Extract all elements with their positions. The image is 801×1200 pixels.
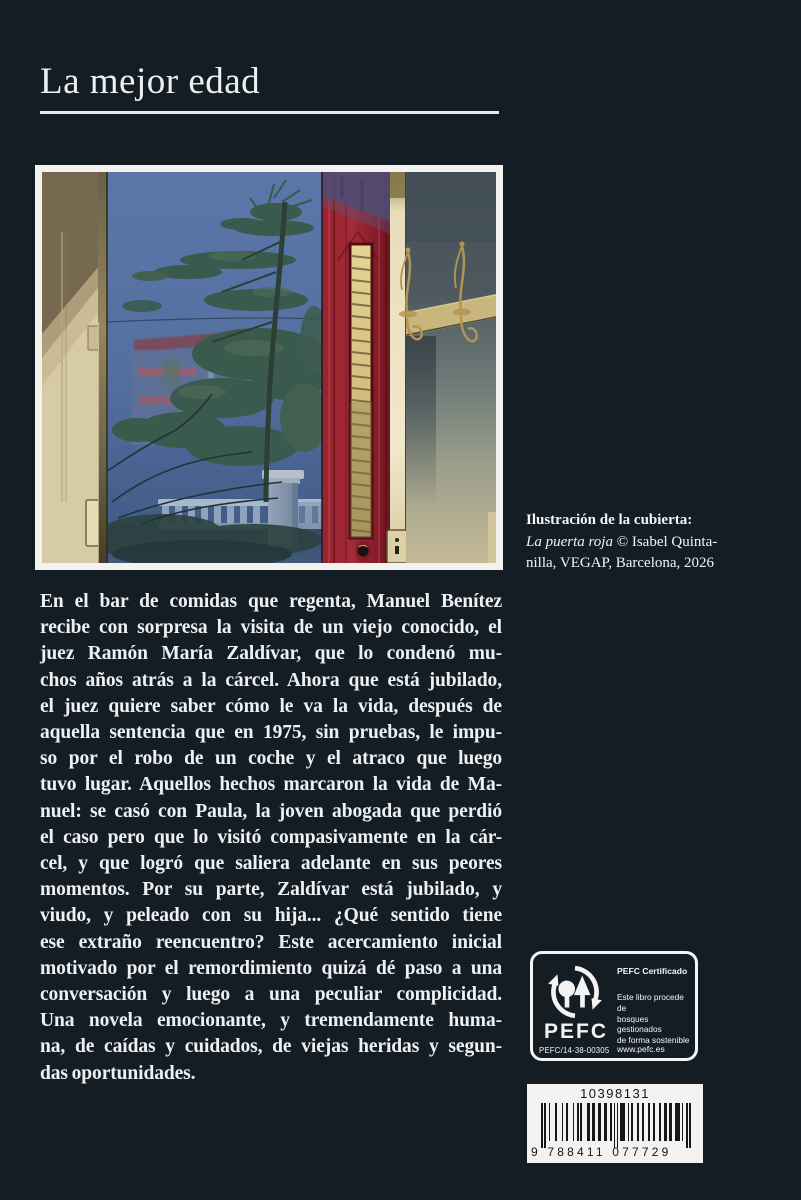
credit-line: nilla, VEGAP, Barcelona, 2026 xyxy=(526,555,715,571)
pefc-trees-icon xyxy=(544,963,606,1021)
synopsis-line: motivado por el remordimiento quizá dé paso a una xyxy=(40,957,502,979)
cover-credit xyxy=(526,510,776,575)
synopsis-line: juez Ramón María Zaldívar, que lo condenó mu- xyxy=(40,643,502,665)
pefc-body xyxy=(617,992,695,1046)
synopsis-line: nuel: se casó con Paula, la joven abogada que perdió xyxy=(40,800,502,822)
synopsis-line: das oportunidades. xyxy=(40,1062,196,1084)
pefc-body-line: bosques gestionados xyxy=(617,1013,662,1035)
synopsis-line: En el bar de comidas que regenta, Manuel Benítez xyxy=(40,591,502,612)
pefc-certification-box xyxy=(530,951,698,1061)
pefc-url: www.pefc.es xyxy=(617,1044,665,1054)
pefc-cert-code: PEFC/14-38-00305 xyxy=(539,1046,610,1055)
synopsis-line: tuvo lugar. Aquellos hechos marcaron la vida de Ma- xyxy=(40,774,502,796)
barcode-box xyxy=(527,1084,703,1163)
barcode-isbn-digits: 9 788411 077729 xyxy=(531,1145,672,1159)
synopsis-line: conversación y luego a una peculiar complicidad. xyxy=(40,984,502,1006)
synopsis-line: so por el robo de un coche y el atraco que luego xyxy=(40,748,502,770)
synopsis-line: momentos. Por su parte, Zaldívar está jubilado, y xyxy=(40,879,502,901)
synopsis-line: na, de caídas y cuidados, de viejas heridas y segun- xyxy=(40,1036,502,1058)
cover-artwork-red-door-painting xyxy=(42,172,496,563)
pefc-body-line: de forma sostenible xyxy=(617,1035,690,1046)
right-wall xyxy=(399,172,496,563)
barcode-top-number: 10398131 xyxy=(580,1086,650,1101)
credit-line: La puerta roja © Isabel Quinta- xyxy=(526,533,718,550)
title-rule xyxy=(40,111,499,114)
credit-heading: Ilustración de la cubierta: xyxy=(526,512,693,528)
synopsis-line: recibe con sorpresa la visita de un viejo conocido, el xyxy=(40,617,502,639)
left-wall xyxy=(42,172,108,563)
pefc-heading: PEFC Certificado xyxy=(617,966,688,976)
synopsis-line: aquella sentencia que en 1975, sin pruebas, le impu- xyxy=(40,722,502,744)
synopsis-line: el caso pero que lo visitó compasivamente en la cár- xyxy=(40,826,502,848)
synopsis-line: chos años atrás a la cárcel. Ahora que está jubilado, xyxy=(40,669,502,691)
door-jamb-strip xyxy=(387,172,407,563)
credit-work-title: La puerta roja xyxy=(526,533,613,550)
page-title: La mejor edad xyxy=(40,61,261,102)
barcode-bars xyxy=(541,1103,691,1149)
pefc-body-line: Este libro procede de xyxy=(617,992,684,1013)
cover-artwork-frame xyxy=(35,165,503,570)
red-door xyxy=(322,172,390,563)
synopsis-line: cel, y que logró que saliera adelante en sus peores xyxy=(40,853,502,875)
synopsis xyxy=(40,589,502,1087)
pefc-wordmark: PEFC xyxy=(544,1020,609,1043)
synopsis-line: Una novela emocionante, y tremendamente huma- xyxy=(40,1010,502,1032)
synopsis-line: ese extraño reencuentro? Este acercamiento inicial xyxy=(40,931,502,953)
synopsis-line: el juez quiere saber cómo le va la vida, después de xyxy=(40,695,502,717)
synopsis-line: viudo, y peleado con su hija... ¿Qué sentido tiene xyxy=(40,905,502,927)
